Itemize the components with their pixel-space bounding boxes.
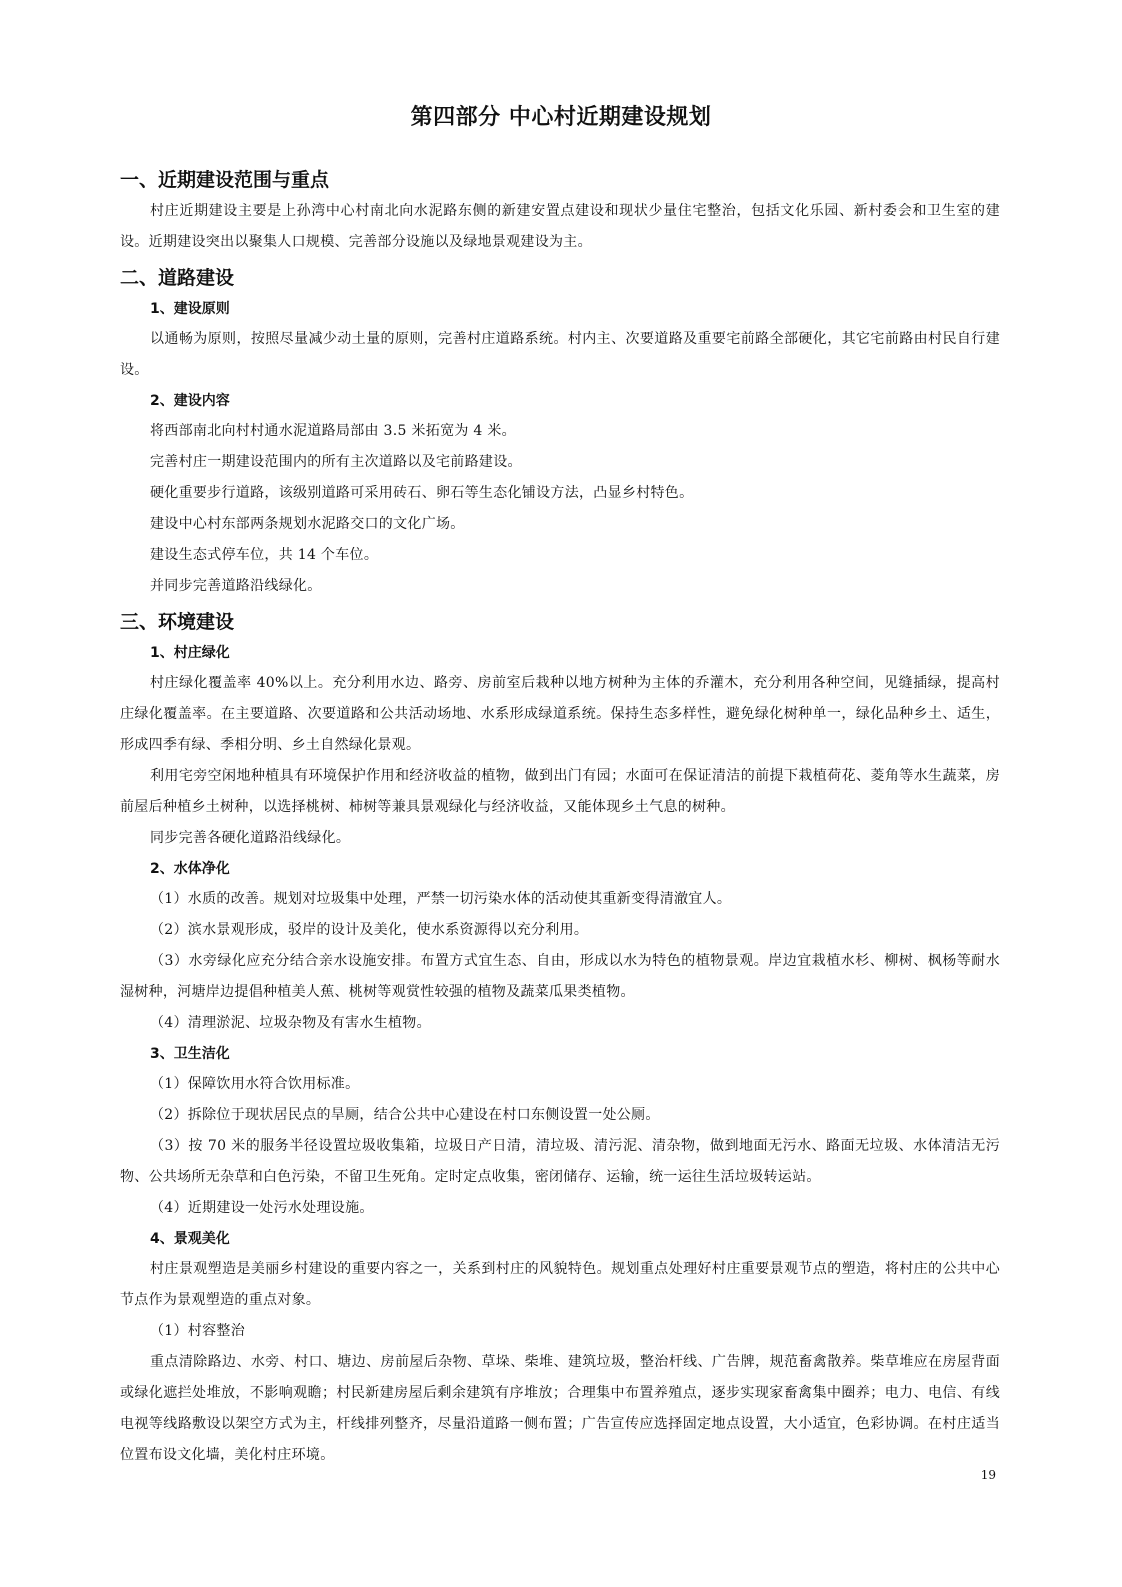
subsection-heading: 1、建设原则: [150, 301, 230, 317]
section-heading: 二、道路建设: [120, 267, 235, 289]
subsection-heading: 2、建设内容: [150, 393, 230, 409]
paragraph: （4）清理淤泥、垃圾杂物及有害水生植物。: [150, 1015, 431, 1031]
page-number: 19: [980, 1468, 996, 1482]
section-heading: 一、近期建设范围与重点: [120, 169, 330, 191]
paragraph: （3）按 70 米的服务半径设置垃圾收集箱，垃圾日产日清，清垃圾、清污泥、清杂物，做到地面无污水、路面无垃圾、水体清洁无污物、公共场所无杂草和白色污染，不留卫生死角。定时定点收集，密闭储存、运输，统一运往生活垃圾转运站。: [120, 1138, 1000, 1185]
subsection-heading: 1、村庄绿化: [150, 645, 230, 661]
document-body: [120, 160, 1000, 1471]
paragraph: （2）拆除位于现状居民点的旱厕，结合公共中心建设在村口东侧设置一处公厕。: [150, 1107, 660, 1123]
paragraph: 同步完善各硬化道路沿线绿化。: [150, 830, 351, 846]
paragraph: 重点清除路边、水旁、村口、塘边、房前屋后杂物、草垛、柴堆、建筑垃圾，整治杆线、广告牌，规范畜禽散养。柴草堆应在房屋背面或绿化遮拦处堆放，不影响观瞻；村民新建房屋后剩余建筑有序堆放；合理集中布置养殖点，逐步实现家畜禽集中圈养；电力、电信、有线电视等线路敷设以架空方式为主，杆线排列整齐，尽量沿道路一侧布置；广告宣传应选择固定地点设置，大小适宜，色彩协调。在村庄适当位置布设文化墙，美化村庄环境。: [120, 1354, 1000, 1463]
paragraph: 以通畅为原则，按照尽量减少动土量的原则，完善村庄道路系统。村内主、次要道路及重要宅前路全部硬化，其它宅前路由村民自行建设。: [120, 331, 1000, 378]
paragraph: 村庄景观塑造是美丽乡村建设的重要内容之一，关系到村庄的风貌特色。规划重点处理好村庄重要景观节点的塑造，将村庄的公共中心节点作为景观塑造的重点对象。: [120, 1261, 1000, 1308]
paragraph: 建设中心村东部两条规划水泥路交口的文化广场。: [150, 516, 465, 532]
paragraph: （2）滨水景观形成，驳岸的设计及美化，使水系资源得以充分利用。: [150, 922, 589, 938]
paragraph: 将西部南北向村村通水泥道路局部由 3.5 米拓宽为 4 米。: [150, 423, 516, 439]
paragraph: 村庄近期建设主要是上孙湾中心村南北向水泥路东侧的新建安置点建设和现状少量住宅整治，包括文化乐园、新村委会和卫生室的建设。近期建设突出以聚集人口规模、完善部分设施以及绿地景观建设为主。: [120, 203, 1000, 250]
paragraph: 完善村庄一期建设范围内的所有主次道路以及宅前路建设。: [150, 454, 522, 470]
paragraph: 并同步完善道路沿线绿化。: [150, 578, 322, 594]
paragraph: 硬化重要步行道路，该级别道路可采用砖石、卵石等生态化铺设方法，凸显乡村特色。: [150, 485, 694, 501]
paragraph: 建设生态式停车位，共 14 个车位。: [150, 547, 379, 563]
paragraph: （1）村容整治: [150, 1323, 246, 1339]
page-title: 第四部分 中心村近期建设规划: [410, 105, 712, 130]
paragraph: 利用宅旁空闲地种植具有环境保护作用和经济收益的植物，做到出门有园；水面可在保证清洁的前提下栽植荷花、菱角等水生蔬菜，房前屋后种植乡土树种，以选择桃树、柿树等兼具景观绿化与经济收益，又能体现乡土气息的树种。: [120, 768, 1000, 815]
subsection-heading: 4、景观美化: [150, 1231, 230, 1247]
paragraph: （4）近期建设一处污水处理设施。: [150, 1200, 374, 1216]
paragraph: 村庄绿化覆盖率 40%以上。充分利用水边、路旁、房前室后栽种以地方树种为主体的乔灌木，充分利用各种空间，见缝插绿，提高村庄绿化覆盖率。在主要道路、次要道路和公共活动场地、水系形成绿道系统。保持生态多样性，避免绿化树种单一，绿化品种乡土、适生，形成四季有绿、季相分明、乡土自然绿化景观。: [120, 675, 1000, 753]
paragraph: （3）水旁绿化应充分结合亲水设施安排。布置方式宜生态、自由，形成以水为特色的植物景观。岸边宜栽植水杉、柳树、枫杨等耐水湿树种，河塘岸边提倡种植美人蕉、桃树等观赏性较强的植物及蔬菜瓜果类植物。: [120, 953, 1000, 1000]
section-heading: 三、环境建设: [120, 611, 235, 633]
paragraph: （1）水质的改善。规划对垃圾集中处理，严禁一切污染水体的活动使其重新变得清澈宜人。: [150, 891, 732, 907]
subsection-heading: 2、水体净化: [150, 861, 230, 877]
subsection-heading: 3、卫生洁化: [150, 1046, 230, 1062]
paragraph: （1）保障饮用水符合饮用标准。: [150, 1076, 360, 1092]
